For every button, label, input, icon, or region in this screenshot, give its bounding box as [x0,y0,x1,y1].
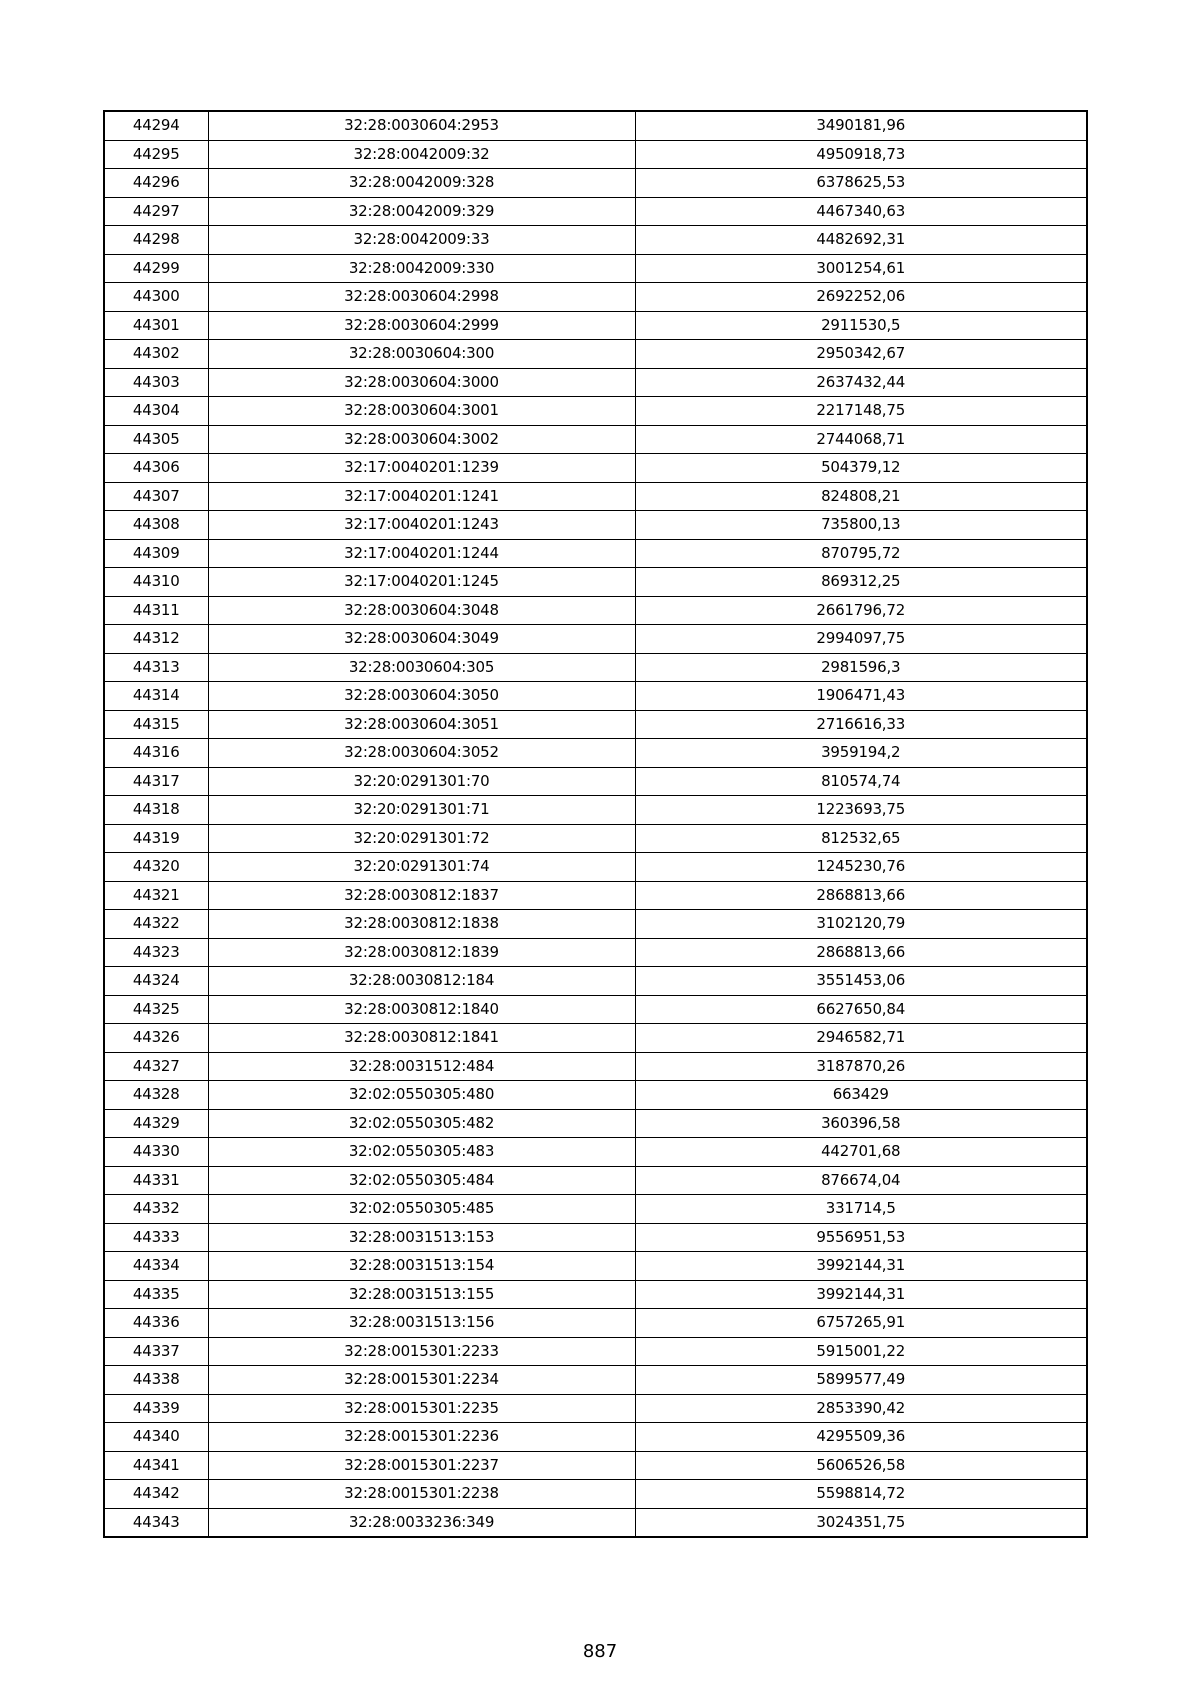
cadastral-number-cell: 32:28:0031513:153 [208,1223,635,1252]
value-cell: 2994097,75 [635,625,1087,654]
table-row [104,796,1087,825]
cadastral-number-cell: 32:28:0042009:328 [208,169,635,198]
cadastral-number-cell: 32:28:0031513:155 [208,1280,635,1309]
row-number-cell: 44298 [104,226,208,255]
value-cell: 2744068,71 [635,425,1087,454]
cadastral-number-cell: 32:28:0031513:154 [208,1252,635,1281]
table-row [104,881,1087,910]
value-cell: 869312,25 [635,568,1087,597]
value-cell: 6378625,53 [635,169,1087,198]
table-row [104,1366,1087,1395]
cadastral-number-cell: 32:20:0291301:72 [208,824,635,853]
cadastral-number-cell: 32:17:0040201:1244 [208,539,635,568]
table-row [104,1109,1087,1138]
value-cell: 1245230,76 [635,853,1087,882]
value-cell: 3490181,96 [635,111,1087,140]
cadastral-number-cell: 32:17:0040201:1245 [208,568,635,597]
value-cell: 360396,58 [635,1109,1087,1138]
cadastral-number-cell: 32:28:0030604:3052 [208,739,635,768]
table-row [104,169,1087,198]
cadastral-number-cell: 32:02:0550305:482 [208,1109,635,1138]
row-number-cell: 44318 [104,796,208,825]
value-cell: 3187870,26 [635,1052,1087,1081]
value-cell: 3551453,06 [635,967,1087,996]
table-row [104,938,1087,967]
row-number-cell: 44333 [104,1223,208,1252]
table-row [104,1394,1087,1423]
page-number: 887 [582,1641,618,1662]
cadastral-number-cell: 32:28:0015301:2235 [208,1394,635,1423]
table-row [104,824,1087,853]
value-cell: 876674,04 [635,1166,1087,1195]
table-row [104,1081,1087,1110]
table-row [104,1280,1087,1309]
cadastral-number-cell: 32:28:0030604:3000 [208,368,635,397]
row-number-cell: 44319 [104,824,208,853]
value-cell: 735800,13 [635,511,1087,540]
cadastral-number-cell: 32:28:0015301:2236 [208,1423,635,1452]
row-number-cell: 44335 [104,1280,208,1309]
value-cell: 504379,12 [635,454,1087,483]
value-cell: 2716616,33 [635,710,1087,739]
cadastral-number-cell: 32:28:0030604:2998 [208,283,635,312]
cadastral-number-cell: 32:28:0042009:33 [208,226,635,255]
table-row [104,1024,1087,1053]
value-cell: 2853390,42 [635,1394,1087,1423]
row-number-cell: 44294 [104,111,208,140]
table-row [104,967,1087,996]
value-cell: 4467340,63 [635,197,1087,226]
table-row [104,539,1087,568]
value-cell: 4482692,31 [635,226,1087,255]
table-body [104,111,1087,1537]
table-row [104,625,1087,654]
row-number-cell: 44342 [104,1480,208,1509]
table-row [104,454,1087,483]
value-cell: 1906471,43 [635,682,1087,711]
row-number-cell: 44331 [104,1166,208,1195]
value-cell: 2692252,06 [635,283,1087,312]
value-cell: 6757265,91 [635,1309,1087,1338]
cadastral-number-cell: 32:17:0040201:1239 [208,454,635,483]
table-row [104,1423,1087,1452]
row-number-cell: 44317 [104,767,208,796]
table-row [104,1252,1087,1281]
table-row [104,1052,1087,1081]
row-number-cell: 44337 [104,1337,208,1366]
row-number-cell: 44329 [104,1109,208,1138]
row-number-cell: 44324 [104,967,208,996]
row-number-cell: 44310 [104,568,208,597]
table-row [104,1309,1087,1338]
table-row [104,1451,1087,1480]
table-row [104,226,1087,255]
table-row [104,910,1087,939]
value-cell: 4950918,73 [635,140,1087,169]
value-cell: 3001254,61 [635,254,1087,283]
row-number-cell: 44301 [104,311,208,340]
cadastral-number-cell: 32:28:0042009:330 [208,254,635,283]
table-row [104,140,1087,169]
row-number-cell: 44313 [104,653,208,682]
value-cell: 442701,68 [635,1138,1087,1167]
cadastral-number-cell: 32:02:0550305:483 [208,1138,635,1167]
table-row [104,1138,1087,1167]
value-cell: 2868813,66 [635,938,1087,967]
table-row [104,340,1087,369]
table-row [104,111,1087,140]
value-cell: 4295509,36 [635,1423,1087,1452]
row-number-cell: 44305 [104,425,208,454]
cadastral-number-cell: 32:28:0015301:2238 [208,1480,635,1509]
cadastral-number-cell: 32:28:0030812:184 [208,967,635,996]
row-number-cell: 44341 [104,1451,208,1480]
row-number-cell: 44307 [104,482,208,511]
value-cell: 3102120,79 [635,910,1087,939]
row-number-cell: 44314 [104,682,208,711]
table-row [104,1166,1087,1195]
value-cell: 870795,72 [635,539,1087,568]
cadastral-value-table [103,110,1088,1538]
row-number-cell: 44300 [104,283,208,312]
table-row [104,995,1087,1024]
table-row [104,511,1087,540]
table-row [104,254,1087,283]
row-number-cell: 44340 [104,1423,208,1452]
table-row [104,767,1087,796]
row-number-cell: 44334 [104,1252,208,1281]
value-cell: 3024351,75 [635,1508,1087,1537]
row-number-cell: 44306 [104,454,208,483]
row-number-cell: 44321 [104,881,208,910]
value-cell: 2946582,71 [635,1024,1087,1053]
table-row [104,1480,1087,1509]
cadastral-number-cell: 32:28:0030604:3048 [208,596,635,625]
value-cell: 2911530,5 [635,311,1087,340]
row-number-cell: 44315 [104,710,208,739]
table-row [104,653,1087,682]
row-number-cell: 44308 [104,511,208,540]
value-cell: 331714,5 [635,1195,1087,1224]
row-number-cell: 44336 [104,1309,208,1338]
row-number-cell: 44299 [104,254,208,283]
row-number-cell: 44338 [104,1366,208,1395]
cadastral-number-cell: 32:28:0042009:32 [208,140,635,169]
cadastral-number-cell: 32:28:0030604:2999 [208,311,635,340]
table-row [104,568,1087,597]
cadastral-number-cell: 32:28:0030604:305 [208,653,635,682]
cadastral-number-cell: 32:20:0291301:70 [208,767,635,796]
cadastral-number-cell: 32:28:0030604:3002 [208,425,635,454]
table-row [104,1508,1087,1537]
cadastral-number-cell: 32:02:0550305:484 [208,1166,635,1195]
cadastral-number-cell: 32:28:0030812:1839 [208,938,635,967]
row-number-cell: 44326 [104,1024,208,1053]
value-cell: 1223693,75 [635,796,1087,825]
table-row [104,397,1087,426]
cadastral-number-cell: 32:28:0015301:2234 [208,1366,635,1395]
row-number-cell: 44312 [104,625,208,654]
table-row [104,1337,1087,1366]
cadastral-number-cell: 32:28:0030604:3051 [208,710,635,739]
row-number-cell: 44297 [104,197,208,226]
cadastral-number-cell: 32:20:0291301:74 [208,853,635,882]
cadastral-number-cell: 32:28:0030812:1841 [208,1024,635,1053]
row-number-cell: 44322 [104,910,208,939]
table-row [104,710,1087,739]
row-number-cell: 44328 [104,1081,208,1110]
value-cell: 2950342,67 [635,340,1087,369]
value-cell: 810574,74 [635,767,1087,796]
value-cell: 5899577,49 [635,1366,1087,1395]
value-cell: 9556951,53 [635,1223,1087,1252]
cadastral-number-cell: 32:02:0550305:480 [208,1081,635,1110]
value-cell: 824808,21 [635,482,1087,511]
cadastral-number-cell: 32:28:0030812:1837 [208,881,635,910]
row-number-cell: 44320 [104,853,208,882]
row-number-cell: 44332 [104,1195,208,1224]
value-cell: 2217148,75 [635,397,1087,426]
row-number-cell: 44325 [104,995,208,1024]
row-number-cell: 44303 [104,368,208,397]
value-cell: 5606526,58 [635,1451,1087,1480]
cadastral-number-cell: 32:28:0031512:484 [208,1052,635,1081]
table-row [104,368,1087,397]
cadastral-number-cell: 32:20:0291301:71 [208,796,635,825]
table-row [104,311,1087,340]
table-row [104,482,1087,511]
table-row [104,682,1087,711]
table-row [104,283,1087,312]
row-number-cell: 44302 [104,340,208,369]
cadastral-number-cell: 32:28:0030604:300 [208,340,635,369]
value-cell: 3992144,31 [635,1280,1087,1309]
cadastral-number-cell: 32:28:0033236:349 [208,1508,635,1537]
row-number-cell: 44339 [104,1394,208,1423]
row-number-cell: 44311 [104,596,208,625]
value-cell: 2637432,44 [635,368,1087,397]
cadastral-number-cell: 32:28:0042009:329 [208,197,635,226]
row-number-cell: 44295 [104,140,208,169]
value-cell: 2981596,3 [635,653,1087,682]
value-cell: 812532,65 [635,824,1087,853]
row-number-cell: 44296 [104,169,208,198]
table-row [104,425,1087,454]
value-cell: 663429 [635,1081,1087,1110]
cadastral-number-cell: 32:02:0550305:485 [208,1195,635,1224]
table-row [104,197,1087,226]
value-cell: 6627650,84 [635,995,1087,1024]
table-row [104,1223,1087,1252]
cadastral-number-cell: 32:28:0031513:156 [208,1309,635,1338]
cadastral-number-cell: 32:28:0030604:3049 [208,625,635,654]
value-cell: 3959194,2 [635,739,1087,768]
value-cell: 2661796,72 [635,596,1087,625]
cadastral-number-cell: 32:28:0030604:3001 [208,397,635,426]
row-number-cell: 44327 [104,1052,208,1081]
cadastral-number-cell: 32:17:0040201:1241 [208,482,635,511]
table-row [104,739,1087,768]
row-number-cell: 44343 [104,1508,208,1537]
value-cell: 2868813,66 [635,881,1087,910]
row-number-cell: 44309 [104,539,208,568]
value-cell: 5598814,72 [635,1480,1087,1509]
cadastral-number-cell: 32:28:0030812:1838 [208,910,635,939]
row-number-cell: 44323 [104,938,208,967]
table-row [104,1195,1087,1224]
row-number-cell: 44316 [104,739,208,768]
table-row [104,596,1087,625]
row-number-cell: 44330 [104,1138,208,1167]
row-number-cell: 44304 [104,397,208,426]
cadastral-number-cell: 32:28:0030604:3050 [208,682,635,711]
cadastral-number-cell: 32:28:0030604:2953 [208,111,635,140]
value-cell: 3992144,31 [635,1252,1087,1281]
cadastral-number-cell: 32:28:0015301:2237 [208,1451,635,1480]
table-row [104,853,1087,882]
value-cell: 5915001,22 [635,1337,1087,1366]
cadastral-number-cell: 32:28:0015301:2233 [208,1337,635,1366]
cadastral-number-cell: 32:28:0030812:1840 [208,995,635,1024]
cadastral-number-cell: 32:17:0040201:1243 [208,511,635,540]
